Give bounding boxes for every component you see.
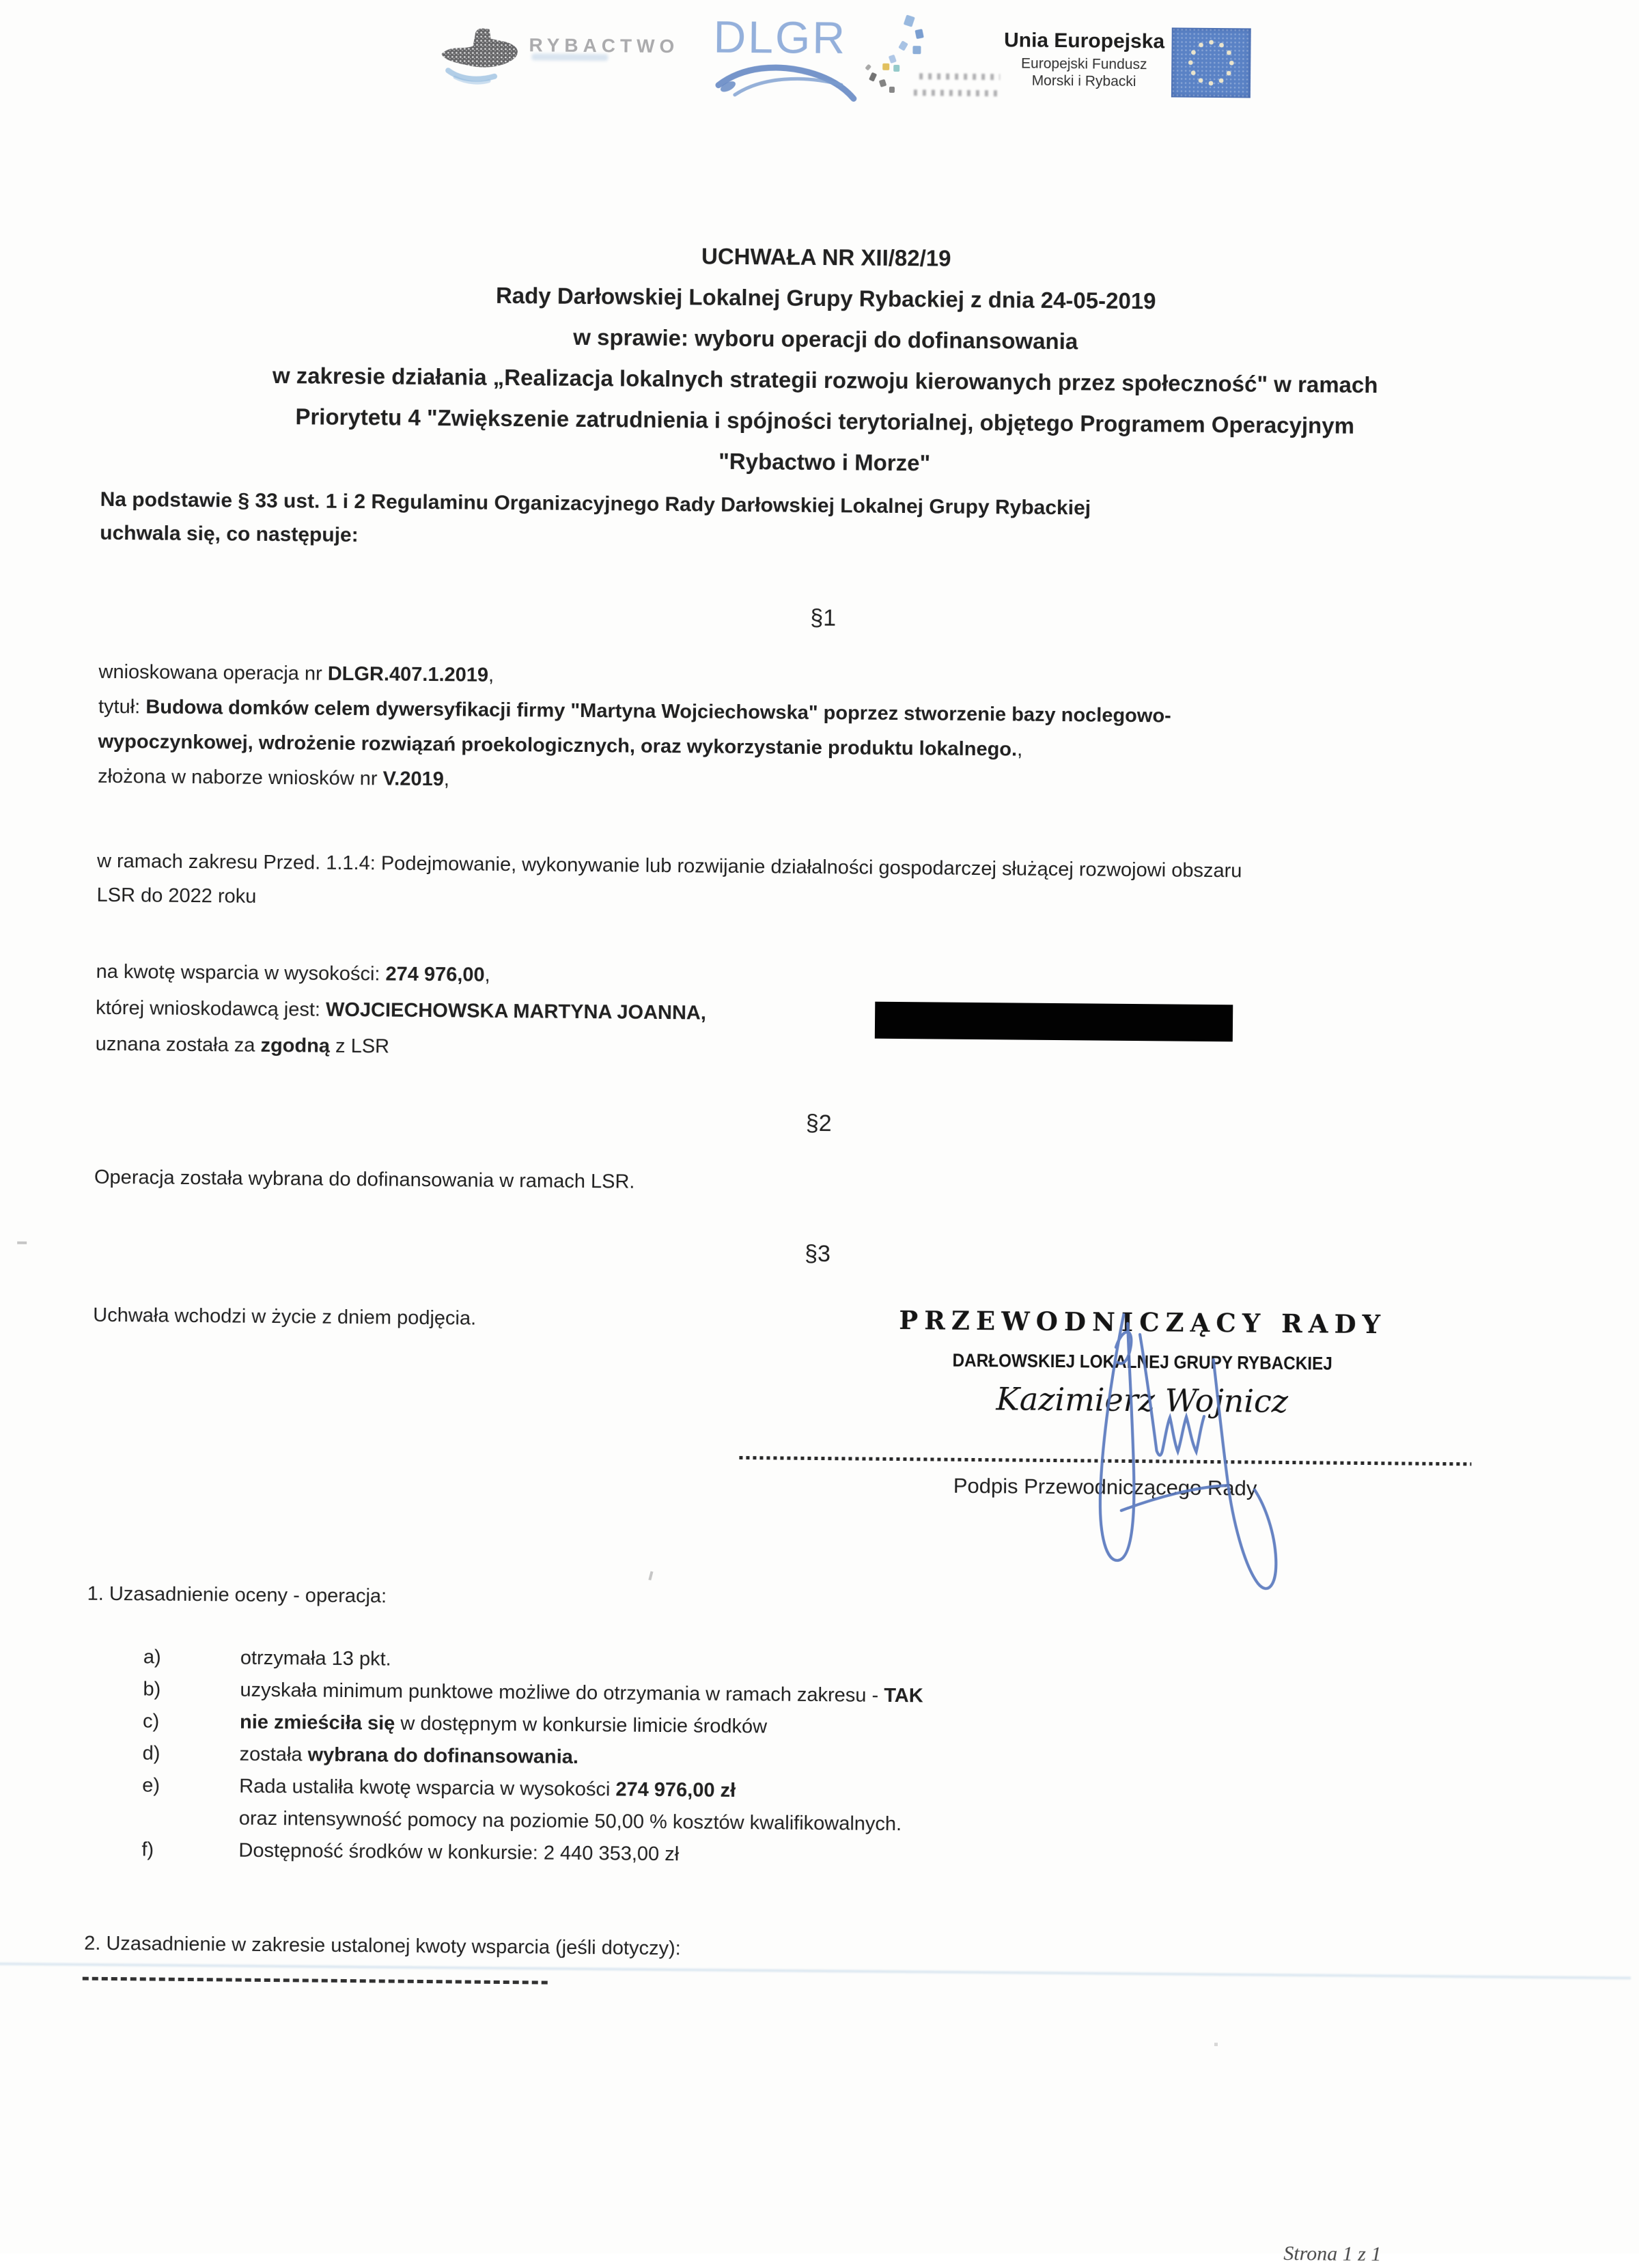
rybactwo-wordmark: RYBACTWO [529, 34, 680, 57]
title-line-2: Rady Darłowskiej Lokalnej Grupy Rybackiej z dnia 24-05-2019 [495, 282, 1156, 314]
call-number-line: złożona w naborze wniosków nr V.2019, [97, 765, 450, 791]
list-item-label [142, 1823, 239, 1824]
legal-basis-line-2: uchwala się, co następuje: [100, 521, 359, 547]
title-line-1: UCHWAŁA NR XII/82/19 [701, 243, 951, 271]
operation-title-line-1: tytuł: Budowa domków celem dywersyfikacji firmy "Martyna Wojciechowska" poprzez stworzenie bazy noclegowo- [98, 695, 1171, 727]
list-item-text: Dostępność środków w konkursie: 2 440 353,00 zł [238, 1839, 680, 1866]
justification-list [141, 1641, 1578, 1878]
scope-line-2: LSR do 2022 roku [96, 884, 257, 908]
operation-number-line: wnioskowana operacja nr DLGR.407.1.2019, [98, 660, 494, 686]
section-heading-1: §1 [810, 604, 837, 632]
scan-speck [17, 1242, 27, 1244]
signature-caption: Podpis Przewodniczącego Rady [953, 1473, 1257, 1500]
justification-heading-2: 2. Uzasadnienie w zakresie ustalonej kwoty wsparcia (jeśli dotyczy): [84, 1932, 681, 1960]
operation-title-line-2: wypoczynkowej, wdrożenie rozwiązań proekologicznych, oraz wykorzystanie produktu lokalnego., [98, 730, 1023, 761]
list-item-label: b) [143, 1678, 161, 1700]
list-item-label: f) [141, 1838, 154, 1861]
stamp-organization: DARŁOWSKIEJ LOKALNEJ GRUPY RYBACKIEJ [952, 1349, 1332, 1374]
stamp-name: Kazimierz Wojnicz [996, 1380, 1289, 1420]
list-item-label: e) [142, 1774, 160, 1797]
applicant-line: której wnioskodawcą jest: WOJCIECHOWSKA MARTYNA JOANNA, [96, 996, 707, 1024]
justification-heading-1: 1. Uzasadnienie oceny - operacja: [87, 1582, 387, 1608]
eu-subtitle-2: Morski i Rybacki [1031, 72, 1136, 89]
list-item-text: nie zmieściła się w dostępnym w konkursie limicie środków [239, 1711, 768, 1738]
list-item-text: otrzymała 13 pkt. [240, 1647, 391, 1670]
title-line-4: w zakresie działania „Realizacja lokalnych strategii rozwoju kierowanych przez społeczność" w ramach [272, 362, 1378, 398]
scope-line-1: w ramach zakresu Przed. 1.1.4: Podejmowanie, wykonywanie lub rozwijanie działalności gospodarczej służącej rozwojowi obszaru [96, 850, 1242, 882]
stamp-title: PRZEWODNICZĄCY RADY [899, 1305, 1387, 1340]
scan-speck [1214, 2043, 1218, 2046]
list-item-label: c) [142, 1710, 160, 1733]
section-heading-3: §3 [804, 1240, 831, 1268]
legal-basis-line-1: Na podstawie § 33 ust. 1 i 2 Regulaminu Organizacyjnego Rady Darłowskiej Lokalnej Grupy Rybackiej [100, 488, 1091, 520]
list-item-label: a) [143, 1646, 161, 1668]
section-heading-2: §2 [805, 1110, 832, 1137]
list-item-text: została wybrana do dofinansowania. [239, 1743, 579, 1768]
list-item-text: oraz intensywność pomocy na poziomie 50,00 % kosztów kwalifikowalnych. [238, 1807, 902, 1836]
title-line-5: Priorytetu 4 "Zwiększenie zatrudnienia i spójności terytorialnej, objętego Programem Operacyjnym [295, 404, 1355, 438]
conformity-line: uznana została za zgodną z LSR [95, 1033, 390, 1058]
section-2-body: Operacja została wybrana do dofinansowania w ramach LSR. [94, 1166, 635, 1193]
list-item-text: uzyskała minimum punktowe możliwe do otrzymania w ramach zakresu - TAK [240, 1679, 923, 1707]
title-line-6: "Rybactwo i Morze" [718, 448, 931, 476]
eu-title: Unia Europejska [1003, 29, 1165, 53]
eu-subtitle-1: Europejski Fundusz [1020, 55, 1147, 73]
footer-page-label: Strona 1 z 1 [1283, 2241, 1382, 2266]
list-item-text: Rada ustaliła kwotę wsparcia w wysokości 274 976,00 zł [239, 1775, 736, 1802]
list-item-label: d) [142, 1742, 160, 1765]
support-amount-line: na kwotę wsparcia w wysokości: 274 976,00, [96, 960, 490, 986]
section-3-body: Uchwała wchodzi w życie z dniem podjęcia. [93, 1304, 477, 1330]
dlgr-wordmark: DLGR [713, 11, 848, 64]
title-line-3: w sprawie: wyboru operacji do dofinansowania [573, 324, 1078, 354]
